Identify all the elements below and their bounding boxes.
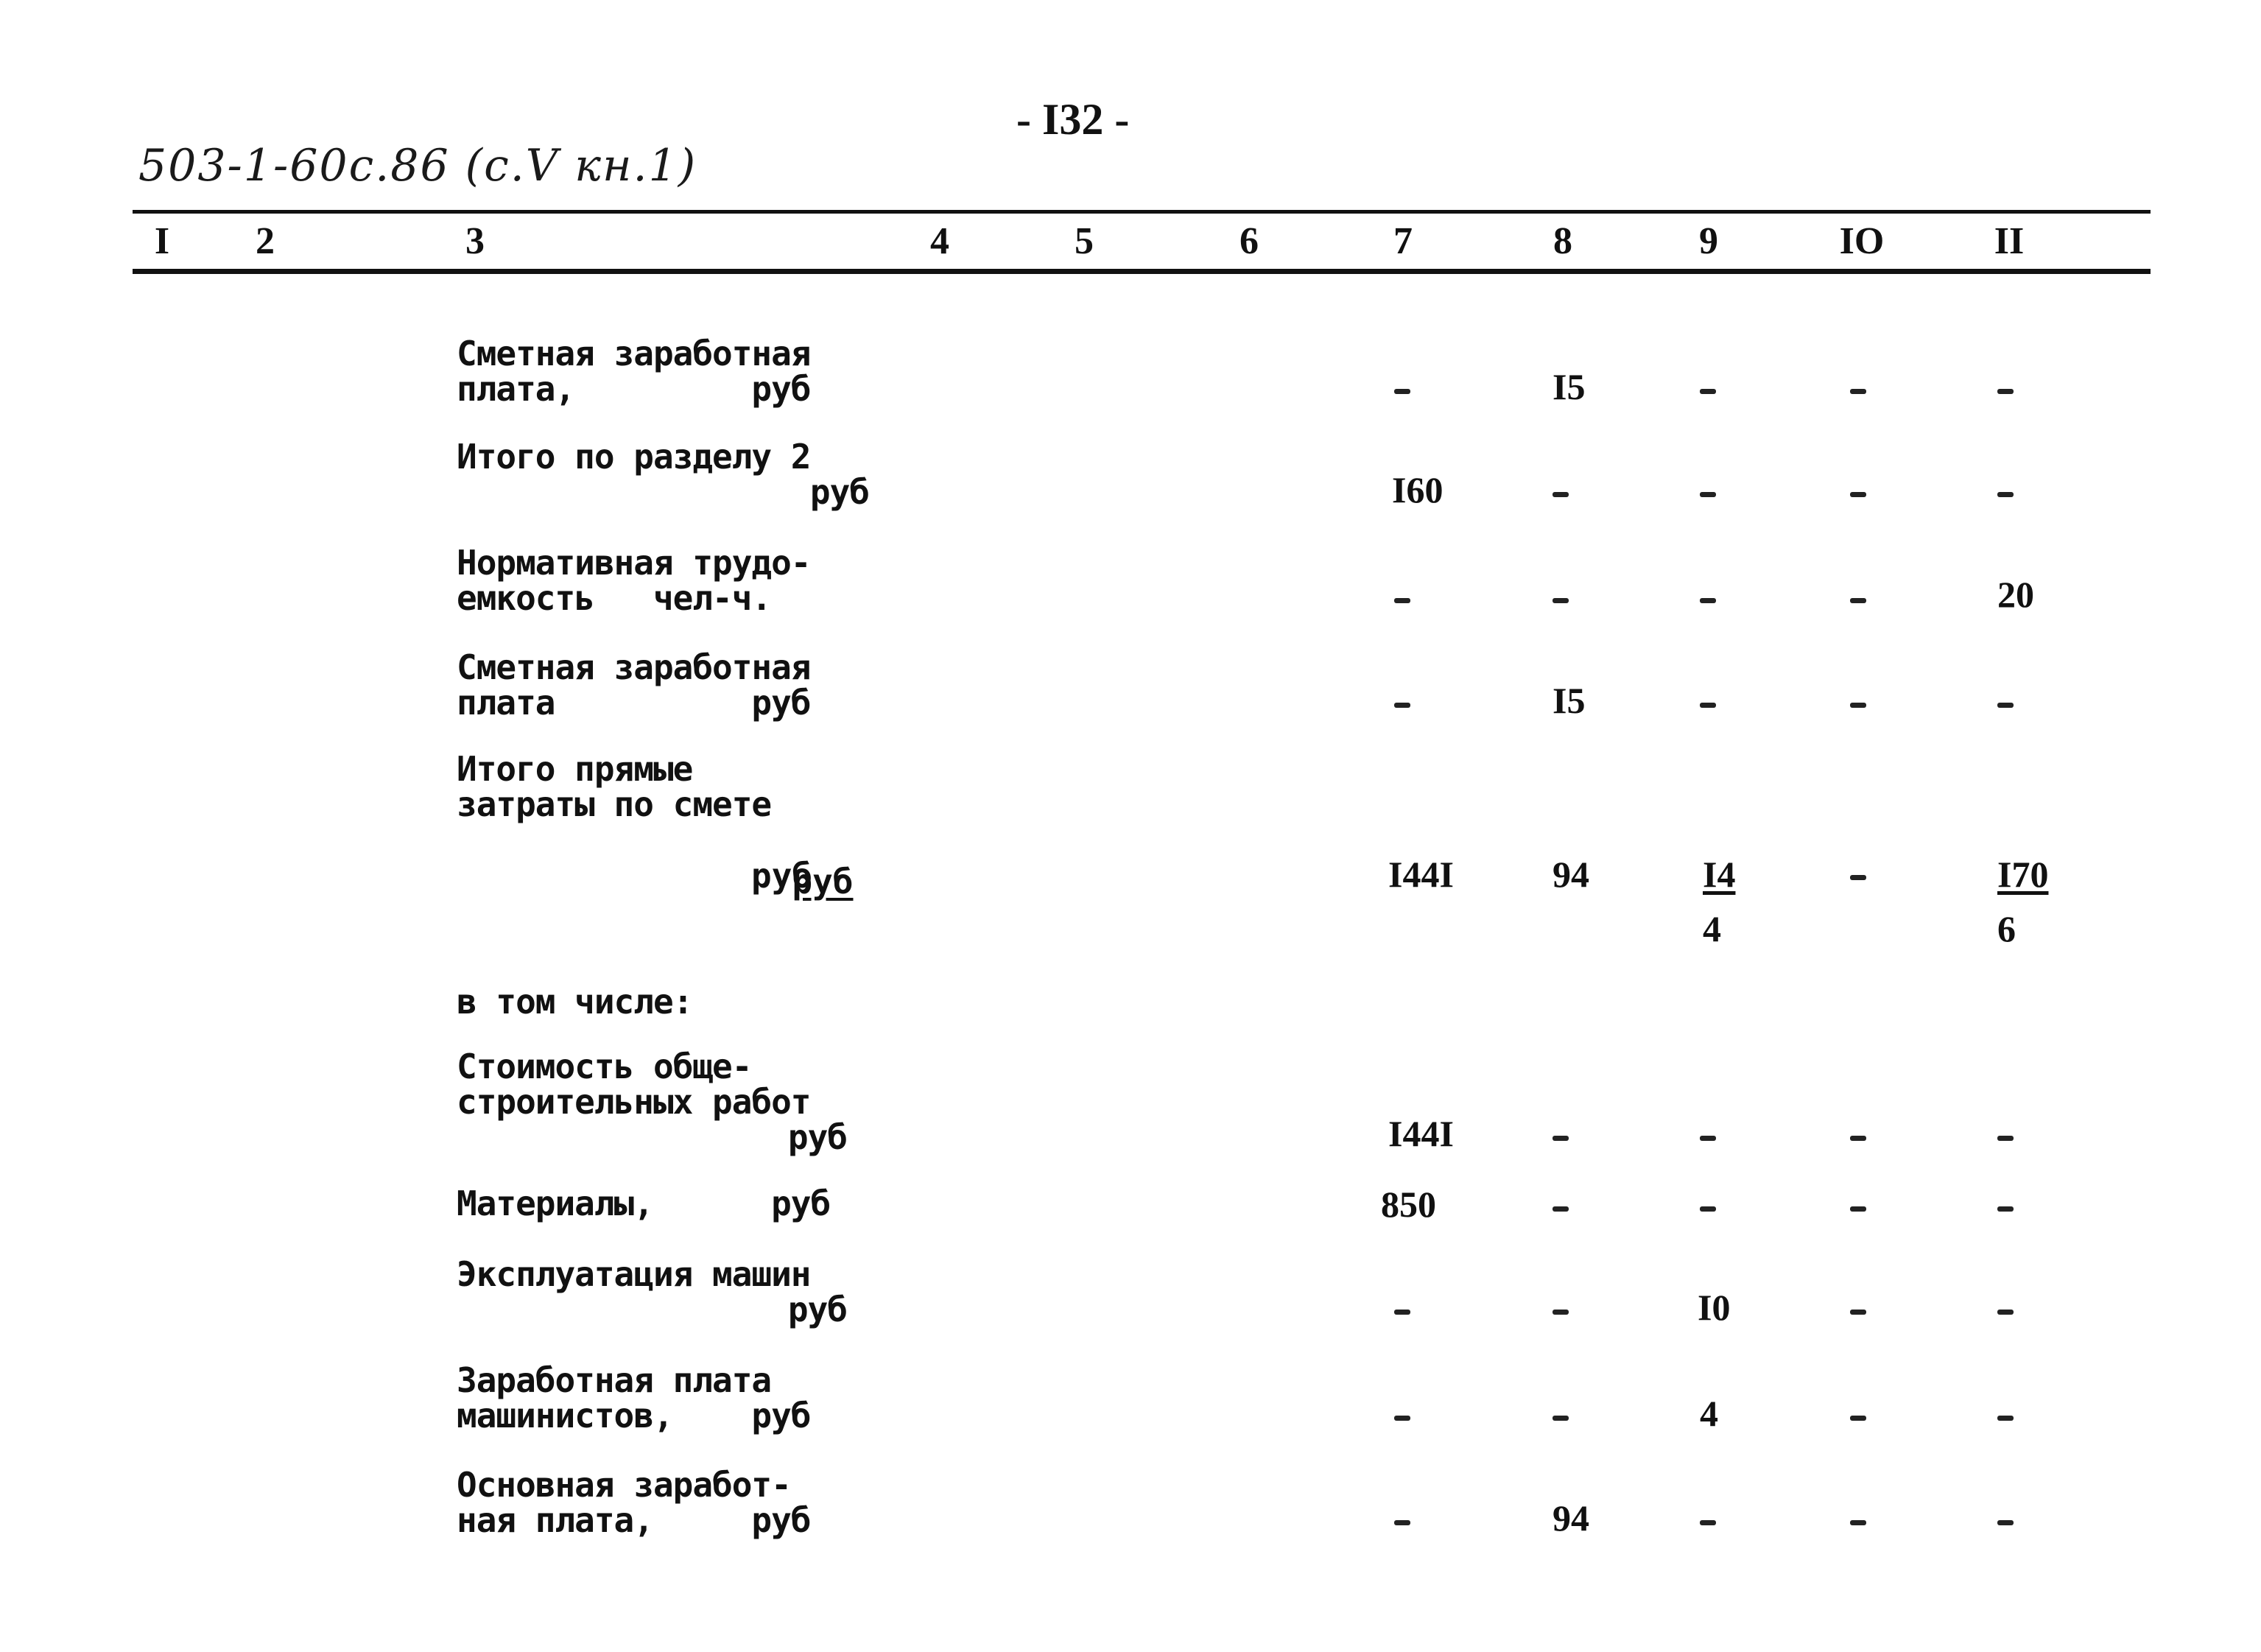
value-cell: I44I <box>1388 1113 1454 1154</box>
unit-numerator: руб <box>792 862 854 901</box>
row-label <box>457 1186 869 1221</box>
dash-cell <box>1553 1310 1569 1315</box>
header-bottom-rule <box>133 269 2151 274</box>
row-label-line: плата руб <box>457 683 811 723</box>
dash-cell <box>1394 1520 1410 1525</box>
row-label-line: в том числе: <box>457 982 693 1022</box>
fraction-top: I4 <box>1703 854 1736 895</box>
row-label-line: Итого по разделу 2 <box>457 437 811 477</box>
dash-cell <box>1700 492 1716 497</box>
row-label-line: Заработная плата <box>457 1360 772 1400</box>
value-cell: 4 <box>1700 1393 1718 1434</box>
header-top-rule <box>133 210 2151 214</box>
dash-cell <box>1700 389 1716 394</box>
value-cell: 20 <box>1997 574 2034 615</box>
dash-cell <box>1850 389 1866 394</box>
value-cell: I5 <box>1553 366 1586 407</box>
dash-cell <box>1553 1206 1569 1212</box>
row-label-line: руб <box>787 1290 847 1329</box>
value-cell-denominator: 4 <box>1703 908 1721 949</box>
value-cell: I5 <box>1553 680 1586 721</box>
row-label-line: Нормативная трудо- <box>457 543 811 583</box>
row-label-line: Сметная заработная <box>457 647 811 687</box>
dash-cell <box>1997 1520 2014 1525</box>
column-number-5: 5 <box>1075 220 1094 262</box>
column-number-11: II <box>1994 220 2025 262</box>
dash-cell <box>1394 1416 1410 1421</box>
dash-cell <box>1700 703 1716 708</box>
dash-cell <box>1850 598 1866 603</box>
row-label-line: Основная заработ- <box>457 1465 791 1505</box>
value-cell: 94 <box>1553 854 1589 895</box>
row-label-line: Итого прямые <box>457 749 693 789</box>
dash-cell <box>1850 1206 1866 1212</box>
value-cell: I60 <box>1392 469 1444 510</box>
column-number-7: 7 <box>1393 220 1413 262</box>
document-code: 503-1-60с.86 (с.V кн.1) <box>138 140 697 191</box>
row-label <box>457 751 869 822</box>
row-label <box>457 1467 869 1538</box>
row-label-line: емкость чел-ч. <box>457 578 772 618</box>
row-label-line: руб <box>787 1117 847 1157</box>
row-label <box>457 439 869 510</box>
dash-cell <box>1997 492 2014 497</box>
dash-cell <box>1553 492 1569 497</box>
dash-cell <box>1553 1136 1569 1141</box>
dash-cell <box>1997 1416 2014 1421</box>
row-label <box>457 1049 869 1155</box>
dash-cell <box>1700 598 1716 603</box>
dash-cell <box>1394 703 1410 708</box>
value-cell: 850 <box>1381 1184 1436 1225</box>
dash-cell <box>1394 1310 1410 1315</box>
row-label-line: ная плата, руб <box>457 1500 811 1540</box>
row-label-line: строительных работ <box>457 1082 811 1122</box>
value-cell: I0 <box>1698 1287 1731 1328</box>
column-number-10: IO <box>1839 220 1885 262</box>
row-label-line: затраты по смете <box>457 784 772 824</box>
column-number-4: 4 <box>930 220 949 262</box>
dash-cell <box>1850 1520 1866 1525</box>
column-number-6: 6 <box>1239 220 1259 262</box>
row-label-line: Стоимость обще- <box>457 1047 752 1086</box>
dash-cell <box>1700 1206 1716 1212</box>
dash-cell <box>1997 1310 2014 1315</box>
row-label-line: руб <box>809 472 869 512</box>
row-label <box>457 545 869 616</box>
row-label <box>457 336 869 407</box>
dash-cell <box>1850 1416 1866 1421</box>
dash-cell <box>1700 1520 1716 1525</box>
row-label <box>457 1360 869 1435</box>
row-label <box>457 647 869 723</box>
row-label-line: плата, руб <box>457 369 811 409</box>
dash-cell <box>1997 1136 2014 1141</box>
dash-cell <box>1850 875 1866 880</box>
column-number-1: I <box>154 220 170 262</box>
fraction-top: I70 <box>1997 854 2049 895</box>
value-cell-numerator <box>1997 853 2086 896</box>
row-label-line: Материалы, руб <box>457 1184 831 1223</box>
dash-cell <box>1997 703 2014 708</box>
value-cell-numerator <box>1703 853 1791 896</box>
dash-cell <box>1850 1136 1866 1141</box>
dash-cell <box>1850 703 1866 708</box>
dash-cell <box>1997 389 2014 394</box>
unit-fraction-bottom: руб <box>751 856 813 896</box>
row-label-line: Сметная заработная <box>457 334 811 373</box>
page-number: - I32 - <box>1016 95 1130 144</box>
dash-cell <box>1700 1136 1716 1141</box>
column-number-2: 2 <box>256 220 275 262</box>
dash-cell <box>1394 389 1410 394</box>
row-label-line: машинистов, руб <box>457 1396 811 1435</box>
value-cell: I44I <box>1388 854 1454 895</box>
column-number-3: 3 <box>465 220 485 262</box>
dash-cell <box>1997 1206 2014 1212</box>
row-label-line: Эксплуатация машин <box>457 1254 811 1294</box>
dash-cell <box>1553 598 1569 603</box>
dash-cell <box>1850 492 1866 497</box>
dash-cell <box>1850 1310 1866 1315</box>
dash-cell <box>1394 598 1410 603</box>
dash-cell <box>1553 1416 1569 1421</box>
column-number-9: 9 <box>1699 220 1718 262</box>
column-number-8: 8 <box>1553 220 1572 262</box>
value-cell-denominator: 6 <box>1997 908 2016 949</box>
value-cell: 94 <box>1553 1497 1589 1539</box>
row-label <box>457 1256 869 1327</box>
row-label <box>457 982 869 1022</box>
